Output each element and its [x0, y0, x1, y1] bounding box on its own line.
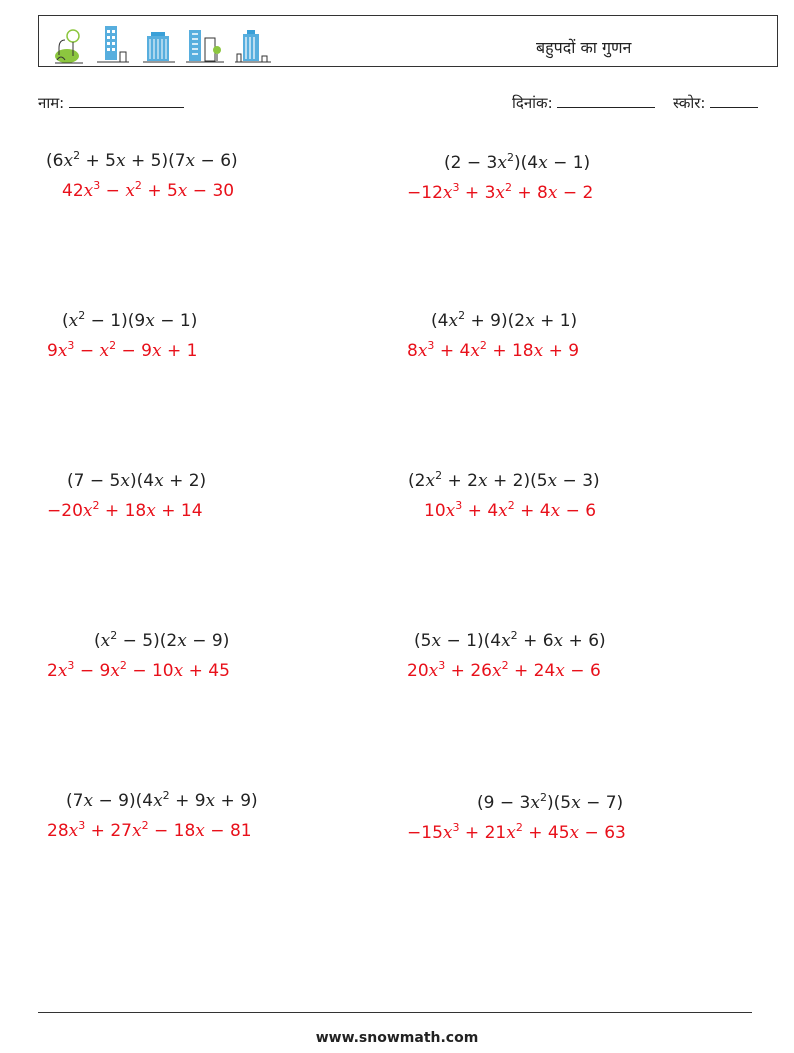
problem-2-answer: $-12x^3 + 3x^2 + 8x - 2$	[407, 181, 594, 203]
tall-building-icon	[95, 22, 131, 64]
worksheet-title: बहुपदों का गुणन	[536, 38, 632, 57]
problem-9-answer: $28x^3 + 27x^2 - 18x - 81$	[47, 819, 252, 841]
problem-9-question: $(7x - 9)(4x^2 + 9x + 9)$	[66, 789, 258, 811]
footer-divider	[38, 1012, 752, 1013]
problem-4-question: $(4x^2 + 9)(2x + 1)$	[431, 309, 578, 331]
city-skyline-icon	[185, 22, 225, 64]
name-field	[38, 93, 184, 113]
header-box	[38, 15, 778, 67]
park-tree-icon	[47, 22, 85, 64]
date-score-field	[512, 93, 758, 113]
problem-3-answer: $9x^3 - x^2 - 9x + 1$	[47, 339, 198, 361]
problem-8-question: $(5x - 1)(4x^2 + 6x + 6)$	[414, 629, 606, 651]
problem-6-answer: $10x^3 + 4x^2 + 4x - 6$	[424, 499, 597, 521]
score-label: स्कोर:	[672, 94, 706, 112]
problem-10-answer: $-15x^3 + 21x^2 + 45x - 63$	[407, 821, 626, 843]
problem-1-question: $(6x^2 + 5x + 5)(7x - 6)$	[46, 149, 238, 171]
problem-8-answer: $20x^3 + 26x^2 + 24x - 6$	[407, 659, 601, 681]
footer-url[interactable]: www.snowmath.com	[315, 1030, 479, 1046]
name-blank[interactable]	[69, 93, 184, 108]
problem-1-answer: $42x^3 - x^2 + 5x - 30$	[62, 179, 235, 201]
problem-5-answer: $-20x^2 + 18x + 14$	[47, 499, 203, 521]
score-blank[interactable]	[710, 93, 758, 108]
problem-3-question: $(x^2 - 1)(9x - 1)$	[62, 309, 198, 331]
problem-6-question: $(2x^2 + 2x + 2)(5x - 3)$	[408, 469, 600, 491]
problem-10-question: $(9 - 3x^2)(5x - 7)$	[477, 791, 624, 813]
problem-2-question: $(2 - 3x^2)(4x - 1)$	[444, 151, 591, 173]
problem-7-question: $(x^2 - 5)(2x - 9)$	[94, 629, 230, 651]
problem-5-question: (7 − 5x)(4x + 2)	[67, 471, 207, 491]
name-label: नाम:	[38, 94, 65, 112]
tower-building-icon	[233, 22, 273, 64]
problem-7-answer: $2x^3 - 9x^2 - 10x + 45$	[47, 659, 230, 681]
office-building-icon	[141, 22, 177, 64]
date-label: दिनांक:	[512, 94, 553, 112]
date-blank[interactable]	[557, 93, 655, 108]
problem-4-answer: $8x^3 + 4x^2 + 18x + 9$	[407, 339, 580, 361]
